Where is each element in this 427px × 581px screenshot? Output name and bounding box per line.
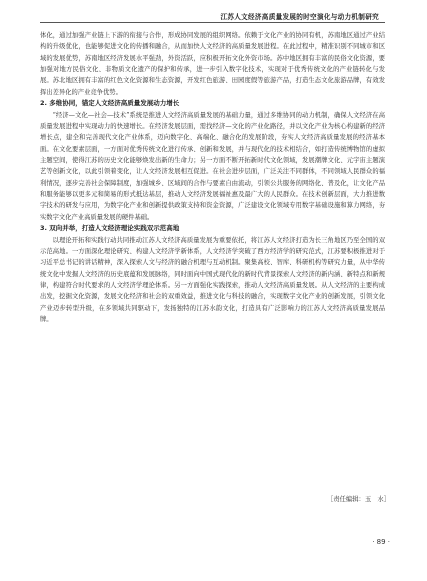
article-body <box>40 30 385 325</box>
body-paragraph: “经济—文化—社会—技术”系统是推进人文经济高质量发展的基础力量，通过多维协同的动力机制，确保人文经济在高质量发展进程中实现动力的快速增长。在经济发展层面，需找经济—文化的产业化路径，并以文化产业为核心构建新的经济增长点，建全和完善现代文化产业体系，迈向数字化、高端化、融合化的发展阶段，夯实人文经济高质量发展的经济基本面。在文化要素层面，一方面对优秀传统文化进行传承、创新和发展，并与现代化的技术相结合，如打造传统博物馆的虚拟主题空间，使得江苏的历史文化能够焕发出新的生命力；另一方面不断开拓新时代文化领域，发展潮牌文化、元宇宙主题演艺等创新文化，以此引领着变化，让人文经济发展相互促进。在社会进步层面，广泛关注不同群体，不同领域人民群众的福利情况，逐步完善社会保障制度，加强城乡、区域间的合作与要素自由流动，引领公共服务的网络化、普及化，让文化产品和服务能够以更多元和简易的形式抵达基层，推动人文经济发展福祉惠及最广大的人民群众。在技术创新层面，大力推进数字技术的研发与应用，为数字化产业和创新提供政策支持和资金资源，广泛建设文化领域专用数字基础设施和算力网络，夯实数字文化产业高质量发展的硬件基础。 <box>40 111 385 221</box>
running-header <box>0 0 427 26</box>
page-number: · 89 · <box>372 538 390 546</box>
responsible-editor: ［责任编辑：玉 水］ <box>327 496 390 503</box>
section-heading: 3. 双向并举，打造人文经济理论实践双示范高地 <box>40 224 180 233</box>
section-heading: 2. 多维协同，锚定人文经济高质量发展动力增长 <box>40 99 180 108</box>
running-header-title: 江苏人文经济高质量发展的时空演化与动力机制研究 <box>220 13 379 21</box>
header-rule <box>40 22 385 23</box>
body-paragraph: 以理论开拓和实践行动共同推动江苏人文经济高质量发展为重要依托，将江苏人文经济打造为长三角地区乃至全国的双示范高地。一方面深化理论研究、构建人文经济学新体系，人文经济学突破了西方经济学的研究范式，江苏要积极推进对于习近平总书记的讲话精神，深入探索人文与经济的融合机理与互动机制。聚集高校、智库、科研机构等研究力量，从中华传统文化中发掘人文经济的历史底蕴和发展脉络，同时面向中国式现代化的新时代背景探索人文经济的新内涵、新特点和新规律，构建符合时代要求的人文经济学理论体系。另一方面强化实践探索，推动人文经济高质量发展。从人文经济的主要构成出发，挖掘文化资源，发展文化经济和社会的双重效益，推进文化与科技的融合，实现数字文化产业的创新发展，引领文化产业迈步转型升级，在多领域共同驱动下，发扬独特的江苏水韵文化，打造具有广泛影响力的江苏人文经济高质量发展品牌。 <box>40 236 385 324</box>
body-paragraph: 体化，通过加强产业链上下游的衔接与合作，形成协同发展的组织网络。依赖于文化产业的协同有机，苏南地区通过产业结构的升级优化，也能够促进文化的传播和融合，从而加快人文经济的高质量发展进程。在此过程中，精准识别不同城市和区域的发展优势，苏南地区经济发展水平强劲，外资活跃，应积极开拓文化外资市场。苏中地区拥有丰富的民俗文化资源，要加强对地方民俗文化、非物质文化遗产的保护和传承，进一步引入数字化技术，实现对于优秀传统文化的产业链转化与发展。苏北地区拥有丰富的红色文化资源和生态资源，开发红色旅游、田园度假等旅游产品，打造生态文化旅游品牌，有效发挥出差异化的产业竞争优势。 <box>40 32 385 96</box>
